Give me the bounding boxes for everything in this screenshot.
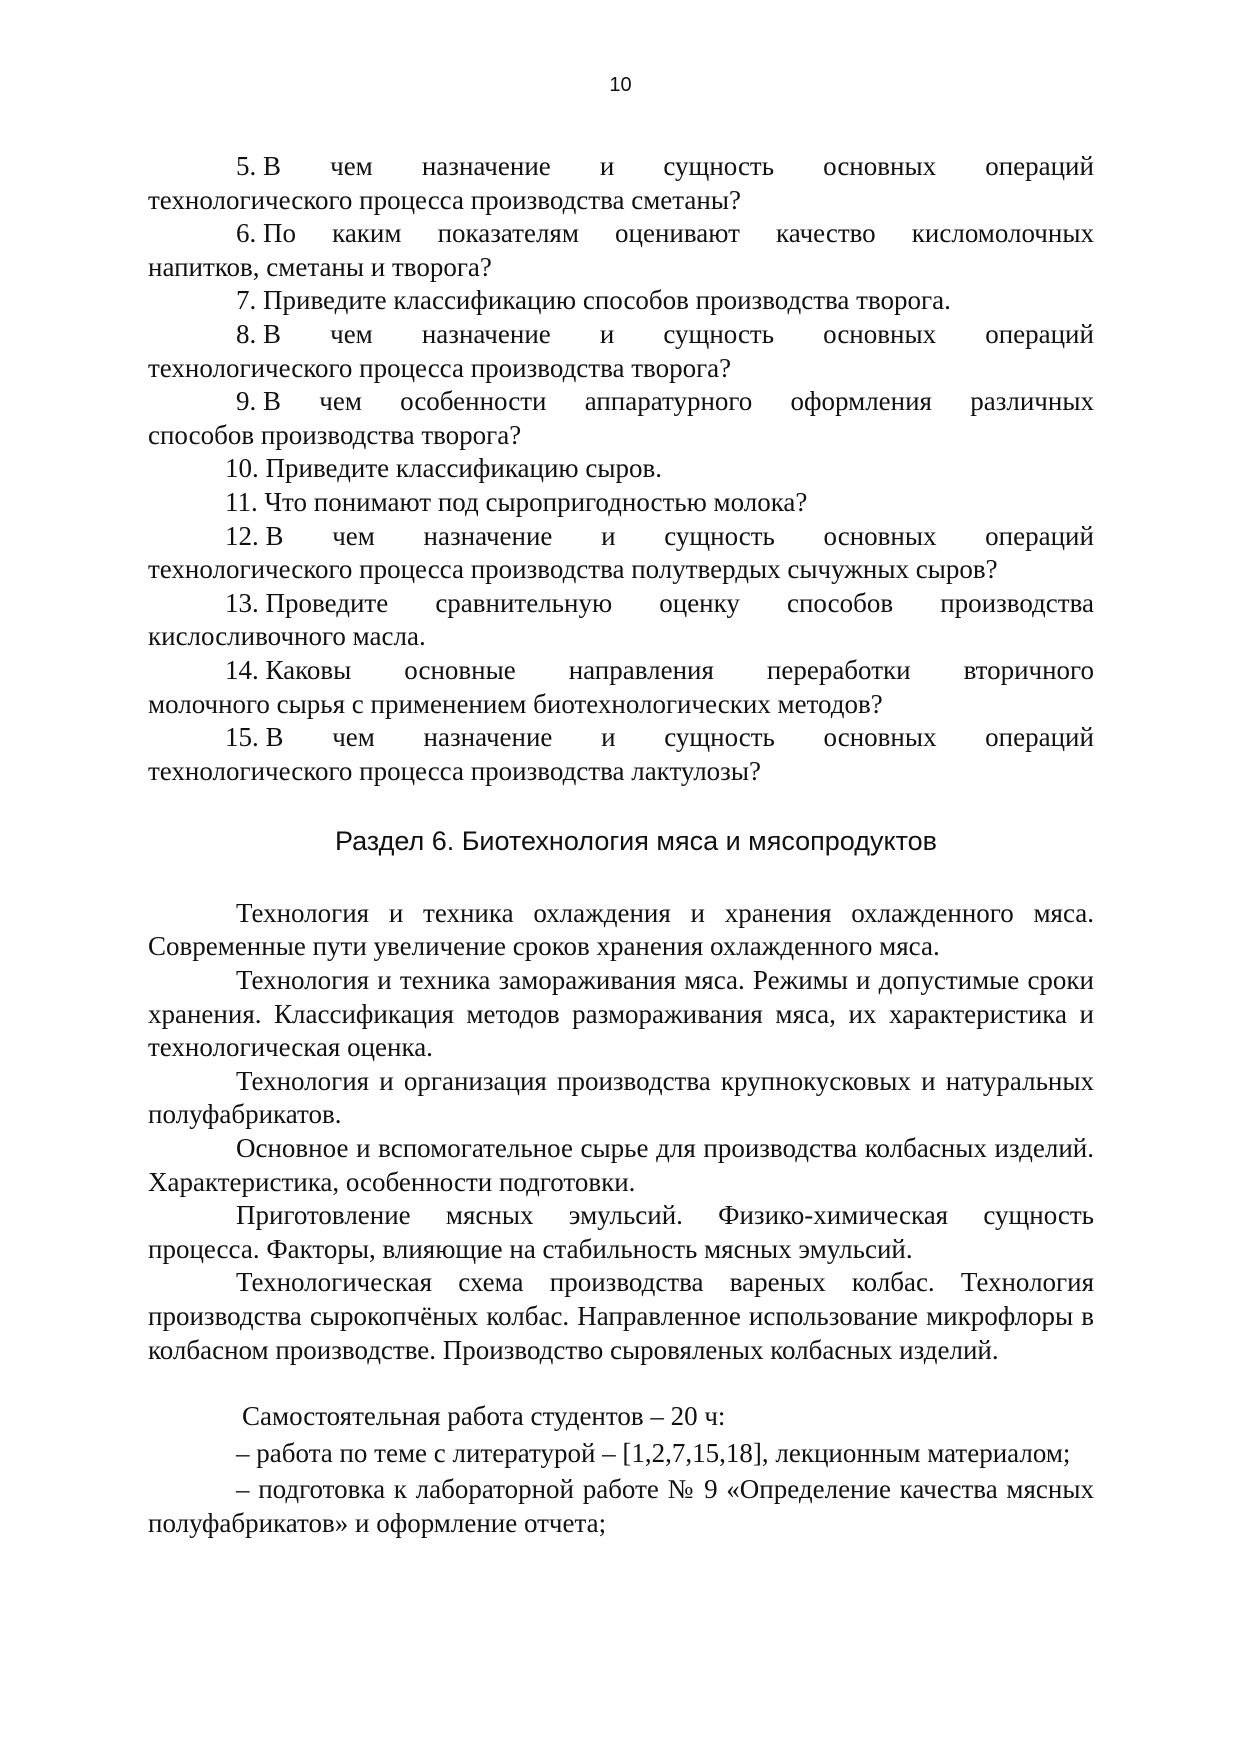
- question-item: [148, 654, 1094, 721]
- question-word: назначение: [423, 520, 553, 551]
- self-study-title: Самостоятельная работа студентов – 20 ч:: [242, 1401, 726, 1432]
- question-word: вторичного: [963, 654, 1094, 685]
- question-text: 11. Что понимают под сыропригодностью молока?: [225, 486, 808, 517]
- question-continuation: технологического процесса производства полутвердых сычужных сыров?: [148, 554, 998, 585]
- question-word: и: [599, 151, 615, 181]
- question-continuation: технологического процесса производства лактулозы?: [148, 755, 761, 786]
- question-word: 6. По: [236, 218, 296, 249]
- question-word: показателям: [437, 218, 579, 249]
- question-word: способов: [787, 587, 894, 618]
- question-word: основных: [823, 151, 937, 181]
- question-word: чем: [332, 520, 375, 551]
- question-word: оценивают: [615, 218, 740, 249]
- question-continuation: молочного сырья с применением биотехнологических методов?: [148, 688, 883, 719]
- question-word: основных: [823, 520, 937, 551]
- question-word: назначение: [423, 722, 553, 753]
- body-paragraph: Приготовление мясных эмульсий. Физико-химическая сущность процесса. Факторы, влияющие на стабильность мясных эмульсий.: [148, 1200, 1094, 1264]
- question-word: чем: [330, 318, 373, 349]
- question-text: 10. Приведите классификацию сыров.: [225, 453, 662, 484]
- question-word: и: [601, 520, 616, 551]
- question-word: сущность: [663, 318, 775, 349]
- question-word: оценку: [659, 587, 740, 618]
- question-item: [148, 217, 1094, 284]
- question-item: [148, 520, 1094, 587]
- self-study-list: [148, 1437, 1094, 1541]
- section-body: [148, 897, 1094, 1367]
- section-heading: Раздел 6. Биотехнология мяса и мясопродуктов: [334, 826, 938, 857]
- question-word: переработки: [766, 654, 911, 685]
- question-word: направления: [568, 654, 714, 685]
- page-content: [148, 150, 1094, 1541]
- question-continuation: способов производства творога?: [148, 419, 522, 450]
- question-word: операций: [985, 318, 1094, 349]
- question-word: основных: [823, 318, 937, 349]
- question-word: и: [599, 318, 615, 349]
- question-word: 14. Каковы: [225, 654, 352, 685]
- question-word: оформления: [790, 386, 932, 417]
- question-word: операций: [985, 722, 1094, 753]
- question-item: [148, 587, 1094, 654]
- question-item: [148, 452, 1094, 486]
- question-word: особенности: [400, 386, 547, 417]
- question-item: [148, 318, 1094, 385]
- question-item: [148, 721, 1094, 788]
- question-continuation: кислосливочного масла.: [148, 621, 426, 652]
- question-word: чем: [332, 722, 375, 753]
- question-word: 9. В: [236, 386, 282, 417]
- question-word: 13. Проведите: [225, 587, 389, 618]
- question-word: операций: [985, 151, 1094, 181]
- body-paragraph: Основное и вспомогательное сырье для производства колбасных изделий. Характеристика, особенности подготовки.: [148, 1133, 1094, 1197]
- question-continuation: технологического процесса производства сметаны?: [148, 184, 741, 215]
- question-word: назначение: [421, 151, 551, 181]
- question-word: 15. В: [225, 722, 284, 753]
- control-questions-list: [148, 150, 1094, 788]
- body-paragraph: Технология и техника замораживания мяса. Режимы и допустимые сроки хранения. Классификация методов размораживания мяса, их характеристика и технологическая оценка.: [148, 965, 1094, 1063]
- question-word: 12. В: [225, 520, 284, 551]
- question-word: сравнительную: [435, 587, 613, 618]
- question-item: [148, 150, 1094, 217]
- question-word: каким: [332, 218, 402, 249]
- question-word: сущность: [664, 722, 775, 753]
- question-continuation: технологического процесса производства творога?: [148, 352, 732, 383]
- question-word: сущность: [664, 520, 775, 551]
- page-number: 10: [609, 74, 632, 96]
- question-word: чем: [330, 151, 373, 181]
- question-word: чем: [319, 386, 362, 417]
- body-paragraph: Технологическая схема производства вареных колбас. Технология производства сырокопчёных колбас. Направленное использование микрофлоры в колбасном производстве. Производство сыровяленых колбасных изделий.: [148, 1267, 1094, 1365]
- self-study-item: – работа по теме с литературой – [1,2,7,15,18], лекционным материалом;: [236, 1437, 1071, 1468]
- question-word: и: [601, 722, 616, 753]
- body-paragraph: Технология и техника охлаждения и хранения охлажденного мяса. Современные пути увеличение сроков хранения охлажденного мяса.: [148, 897, 1094, 962]
- question-word: различных: [970, 386, 1094, 417]
- question-item: [148, 486, 1094, 520]
- question-word: аппаратурного: [584, 386, 753, 417]
- question-item: [148, 284, 1094, 318]
- question-word: основные: [404, 654, 516, 685]
- question-text: 7. Приведите классификацию способов производства творога.: [236, 285, 951, 316]
- question-word: кисломолочных: [911, 218, 1094, 249]
- question-word: основных: [823, 722, 937, 753]
- question-word: производства: [940, 587, 1094, 618]
- question-word: сущность: [663, 151, 775, 181]
- question-item: [148, 385, 1094, 452]
- body-paragraph: Технология и организация производства крупнокусковых и натуральных полуфабрикатов.: [148, 1065, 1094, 1130]
- question-word: 5. В: [236, 151, 282, 181]
- question-word: качество: [775, 218, 876, 249]
- question-word: 8. В: [236, 318, 282, 349]
- self-study-item: – подготовка к лабораторной работе № 9 «Определение качества мясных полуфабрикатов» и оформление отчета;: [148, 1474, 1094, 1538]
- question-word: назначение: [421, 318, 551, 349]
- question-word: операций: [985, 520, 1094, 551]
- question-continuation: напитков, сметаны и творога?: [148, 251, 492, 282]
